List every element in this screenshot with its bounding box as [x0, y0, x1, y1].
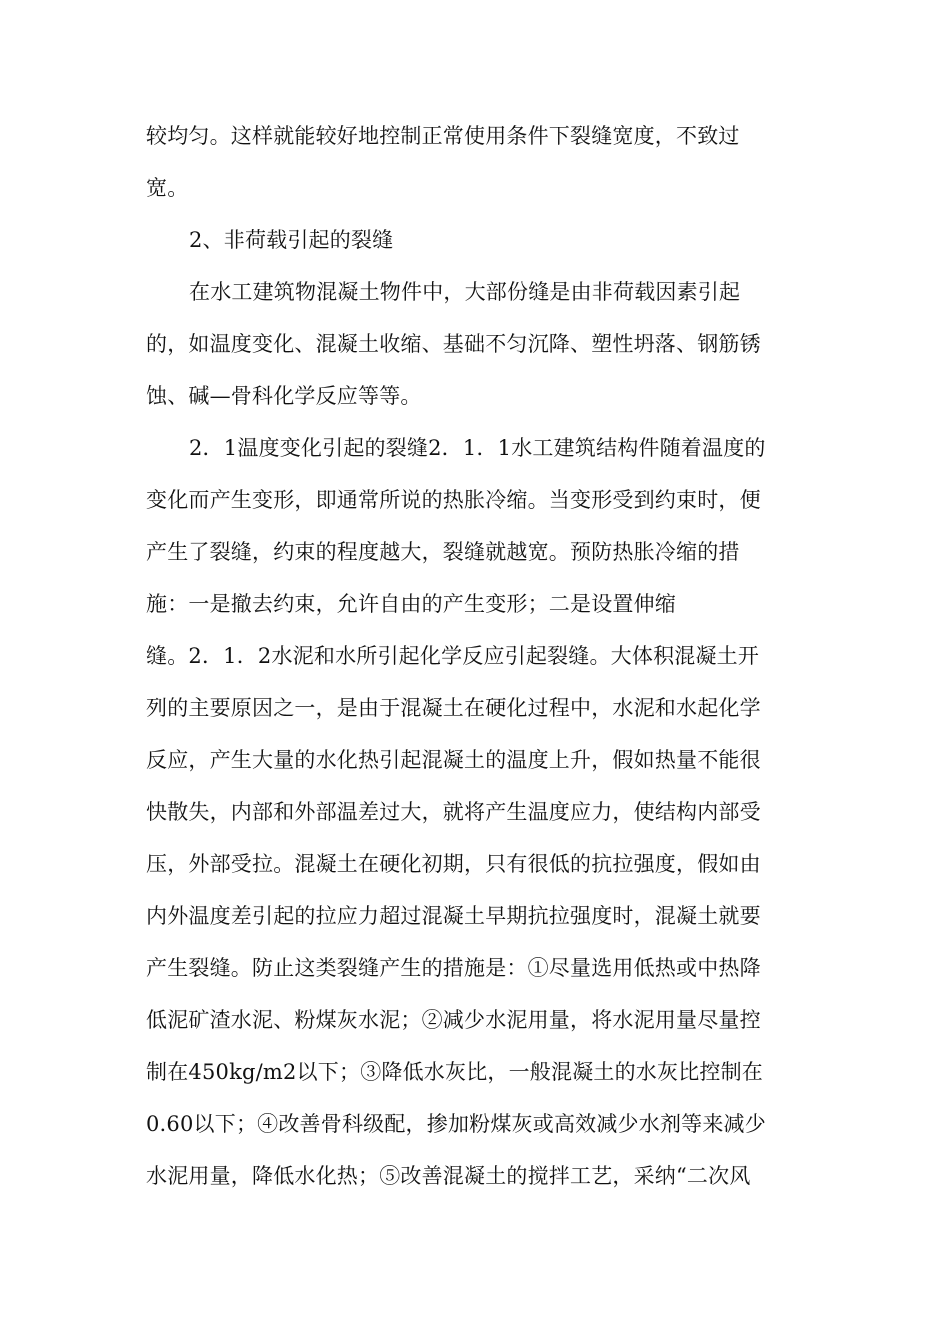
text-line: 快散失，内部和外部温差过大，就将产生温度应力，使结构内部受: [146, 800, 761, 824]
text-line: 宽。: [146, 176, 189, 200]
text-line: 列的主要原因之一，是由于混凝土在硬化过程中，水泥和水起化学: [146, 696, 761, 720]
text-line: 0.60以下；④改善骨科级配，掺加粉煤灰或高效减少水剂等来减少: [146, 1112, 766, 1136]
text-line: 产生了裂缝，约束的程度越大，裂缝就越宽。预防热胀冷缩的措: [146, 540, 740, 564]
text-line: 施：一是撤去约束，允许自由的产生变形；二是设置伸缩: [146, 592, 676, 616]
text-line: 压，外部受拉。混凝土在硬化初期，只有很低的抗拉强度，假如由: [146, 852, 761, 876]
text-line: 较均匀。这样就能较好地控制正常使用条件下裂缝宽度，不致过: [146, 124, 740, 148]
text-line: 蚀、碱—骨科化学反应等等。: [146, 384, 422, 408]
text-line: 的，如温度变化、混凝土收缩、基础不匀沉降、塑性坍落、钢筋锈: [146, 332, 761, 356]
section-heading: 2、非荷载引起的裂缝: [189, 228, 394, 252]
text-line: 缝。2．1．2水泥和水所引起化学反应引起裂缝。大体积混凝土开: [146, 644, 760, 668]
text-line: 制在450kg/m2以下；③降低水灰比，一般混凝土的水灰比控制在: [146, 1060, 763, 1084]
text-line: 低泥矿渣水泥、粉煤灰水泥；②减少水泥用量，将水泥用量尽量控: [146, 1008, 761, 1032]
text-line: 反应，产生大量的水化热引起混凝土的温度上升，假如热量不能很: [146, 748, 761, 772]
text-line: 内外温度差引起的拉应力超过混凝土早期抗拉强度时，混凝土就要: [146, 904, 761, 928]
text-line: 变化而产生变形，即通常所说的热胀冷缩。当变形受到约束时，便: [146, 488, 761, 512]
text-line: 水泥用量，降低水化热；⑤改善混凝土的搅拌工艺，采纳“二次风: [146, 1164, 751, 1188]
text-line: 在水工建筑物混凝土物件中，大部份缝是由非荷载因素引起: [189, 280, 741, 304]
text-line: 产生裂缝。防止这类裂缝产生的措施是：①尽量选用低热或中热降: [146, 956, 761, 980]
text-line: 2．1温度变化引起的裂缝2．1．1水工建筑结构件随着温度的: [189, 436, 766, 460]
